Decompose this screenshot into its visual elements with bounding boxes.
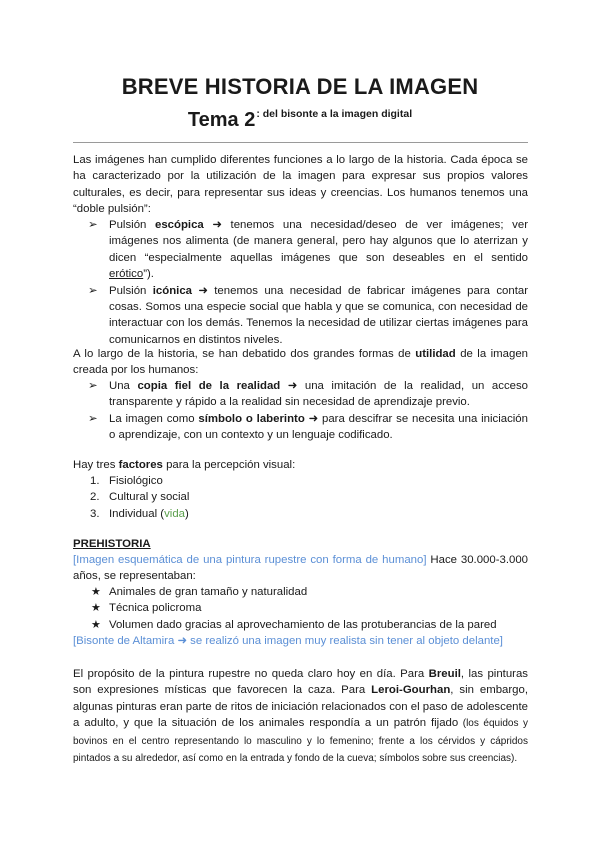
- list-item: ★ Animales de gran tamaño y naturalidad: [73, 584, 528, 600]
- subtitle-superscript: : del bisonte a la imagen digital: [256, 108, 413, 120]
- list-item: ➢ La imagen como símbolo o laberinto ➜ para descifrar se necesita una iniciación o aprendizaje, con un contexto y un lenguaje codificado.: [88, 412, 528, 442]
- star-bullet-icon: ★: [91, 602, 101, 615]
- arrow-bullet-icon: ➢: [88, 219, 98, 231]
- list-item: ★ Técnica policroma: [73, 600, 528, 616]
- list-item: ➢ Una copia fiel de la realidad ➜ una imitación de la realidad, un acceso transparente y rápido a la realidad sin necesidad de aprendizaje previo.: [88, 380, 529, 409]
- star-bullet-icon: ★: [91, 586, 101, 598]
- image-note: [Imagen esquemática de una pintura rupestre con forma de humano]: [73, 554, 427, 566]
- document-title: BREVE HISTORIA DE LA IMAGEN: [121, 74, 479, 99]
- factores-paragraph: Hay tres factores para la percepción visual:: [73, 459, 296, 471]
- title-divider: [73, 142, 528, 143]
- erotico-link: erótico: [109, 268, 144, 281]
- prehistoria-list: [73, 584, 528, 633]
- list-item: 3. Individual (vida): [90, 507, 189, 520]
- arrow-bullet-icon: ➢: [88, 380, 98, 392]
- proposito-paragraph: El propósito de la pintura rupestre no queda claro hoy en día. Para Breuil, las pinturas son expresiones místicas que favorecen la caza. Para Leroi-Gourhan, sin embargo, algunas pinturas eran parte de ritos de iniciación relacionados con el paso de adolescente a adulto, y que la situación de los animales respondía a un patrón fijado (los équidos y bovinos en el centro representando lo masculino y lo femenino; frente a los cérvidos y cápridos pintados a su alrededor, así como en la entrada y fondo de la cueva; símbolos sobre sus creencias).: [73, 668, 528, 765]
- intro-paragraph: Las imágenes han cumplido diferentes funciones a lo largo de la historia. Cada época se ha caracterizado por la utilización de la imagen para expresar sus propios valores culturales, es decir, para representar sus ideas y creencias. Los humanos tenemos una “doble pulsión”:: [73, 154, 528, 216]
- factores-list: [73, 473, 528, 522]
- vida-note: vida: [164, 507, 185, 520]
- list-item: ★ Volumen dado gracias al aprovechamiento de las protuberancias de la pared: [73, 617, 528, 633]
- utilidad-list: [73, 378, 528, 444]
- list-item: 2. Cultural y social: [90, 491, 190, 504]
- subtitle-main: Tema 2: [187, 109, 256, 131]
- arrow-bullet-icon: ➢: [88, 284, 98, 297]
- list-item: ➢ Pulsión icónica ➜ tenemos una necesidad de fabricar imágenes para contar cosas. Somos una especie social que habla y que se comunica, con necesidad de interactuar con los demás. Tenemos la necesidad de utilizar ciertas imágenes para comunicarnos en distintos niveles.: [88, 284, 528, 346]
- arrow-bullet-icon: ➢: [88, 412, 98, 425]
- list-item: ➢ Pulsión escópica ➜ tenemos una necesidad/deseo de ver imágenes; ver imágenes nos alimenta (de manera general, pero hay algunos que lo aterrizan y dicen “especialmente aquellas imágenes que son deseables en el sentido erótico”).: [88, 219, 528, 281]
- utilidad-paragraph: A lo largo de la historia, se han debatido dos grandes formas de utilidad de la imagen creada por los humanos:: [73, 348, 528, 377]
- prehistoria-heading: PREHISTORIA: [73, 538, 151, 550]
- altamira-note: [Bisonte de Altamira ➜ se realizó una imagen muy realista sin tener al objeto delante]: [73, 635, 503, 647]
- document-subtitle: [0, 108, 600, 132]
- pulsion-list: [73, 217, 528, 348]
- prehistoria-intro: [Imagen esquemática de una pintura rupestre con forma de humano] Hace 30.000-3.000 años, se representaban:: [73, 554, 529, 583]
- list-item: 1. Fisiológico: [90, 475, 163, 487]
- star-bullet-icon: ★: [91, 618, 101, 631]
